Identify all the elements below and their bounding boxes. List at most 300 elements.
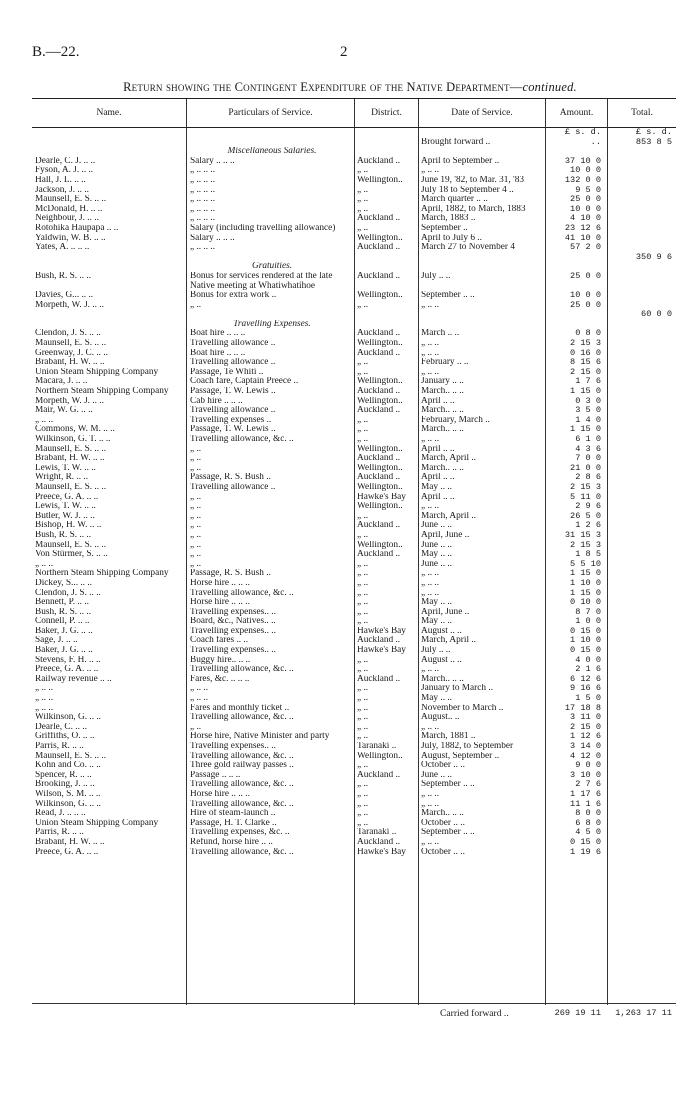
cell-particulars: Boat hire .. .. .. — [190, 329, 246, 339]
cell-total — [607, 531, 676, 541]
cell-date: April .. .. — [421, 473, 455, 483]
cell-name: Wilkinson, G. .. .. — [35, 713, 101, 723]
cell-name: Wilkinson, G. T. .. .. — [35, 435, 111, 444]
cell-amount: 1 12 6 — [570, 732, 601, 742]
cell-date: „ .. .. — [421, 799, 440, 809]
cell-total — [607, 704, 676, 714]
cell-total — [607, 377, 676, 387]
cell-total — [607, 608, 676, 618]
cell-particulars — [186, 310, 354, 320]
cell-name: Neighbour, J. .. .. — [35, 214, 99, 224]
cell-name: Clendon, J. S. .. .. — [35, 588, 101, 598]
cell-name: Brabant, H. W. .. .. — [35, 454, 105, 464]
cell-district: Wellington.. — [357, 463, 403, 473]
cell-district — [354, 147, 418, 157]
cell-name: Union Steam Shipping Company — [35, 818, 159, 828]
cell-date: September .. .. — [421, 291, 475, 301]
cell-particulars: Travelling allowance, &c. .. — [190, 435, 294, 444]
cell-total — [607, 713, 676, 723]
cell-total — [607, 723, 676, 733]
cell-amount: 3 5 0 — [575, 406, 601, 416]
cell-particulars: „ .. — [190, 530, 202, 540]
cell-total: 350 9 6 — [635, 252, 672, 262]
cell-date: August .. .. — [421, 626, 462, 636]
cell-total — [607, 771, 676, 781]
cell-district: „ .. — [357, 789, 369, 799]
cell-total — [607, 445, 676, 455]
cell-total — [607, 780, 676, 790]
cell-total — [607, 262, 676, 272]
cell-district: Wellington.. — [357, 444, 403, 454]
cell-amount: 1 15 0 — [570, 588, 601, 598]
cell-name: Bush, R. S. .. .. — [35, 607, 92, 617]
cell-particulars: Passage, H. T. Clarke .. — [190, 818, 277, 828]
cell-particulars: „ .. .. .. — [190, 175, 216, 185]
cell-date — [418, 310, 545, 320]
cell-particulars: „ .. — [190, 502, 202, 512]
cell-date: March.. .. .. — [421, 406, 464, 416]
cell-name — [32, 310, 186, 320]
cell-date: May .. .. — [421, 482, 452, 492]
cell-date: March, 1881 .. — [421, 732, 476, 742]
cell-amount: 1 15 0 — [570, 387, 601, 397]
cell-total — [607, 665, 676, 675]
cell-total — [607, 147, 676, 157]
cell-name — [32, 138, 186, 148]
cell-total — [607, 752, 676, 762]
cell-particulars — [186, 128, 354, 138]
cell-name: Preece, G. A. .. .. — [35, 665, 99, 675]
cell-date: „ .. .. — [421, 300, 440, 310]
cell-district: Auckland .. — [357, 550, 401, 560]
cell-district — [354, 262, 418, 272]
cell-total — [607, 425, 676, 435]
cell-name: Preece, G. A. .. .. — [35, 492, 99, 502]
cell-name: Greenway, J. C. .. .. — [35, 348, 108, 358]
cell-district: Wellington.. — [357, 233, 403, 243]
cell-particulars: Travelling allowance .. — [190, 358, 276, 368]
cell-district: Auckland .. — [357, 406, 401, 416]
cell-amount: 37 10 0 — [564, 156, 601, 166]
cell-total — [607, 828, 676, 838]
cell-particulars: Travelling expenses, &c. .. — [190, 828, 290, 838]
cell-district — [354, 138, 418, 148]
cell-particulars: Passage, T. W. Lewis .. — [190, 425, 276, 435]
cell-total — [607, 656, 676, 666]
cell-amount: 132 0 0 — [564, 175, 601, 185]
cell-total — [607, 809, 676, 819]
cell-district: „ .. — [357, 722, 369, 732]
cell-district: „ .. — [357, 588, 369, 598]
cell-date — [418, 320, 545, 330]
cell-amount: 4 10 0 — [570, 214, 601, 224]
cell-total — [607, 176, 676, 186]
cell-particulars: „ .. — [190, 550, 202, 560]
cell-date: June .. .. — [421, 559, 452, 569]
expenditure-table — [32, 98, 676, 1019]
cell-particulars: Travelling allowance, &c. .. — [190, 799, 294, 809]
cell-amount: 23 12 6 — [564, 223, 601, 233]
cell-district: „ .. — [357, 617, 369, 627]
cell-name: „ .. .. — [35, 415, 54, 425]
cell-amount: 10 0 0 — [570, 291, 601, 301]
cell-particulars: Salary (including travelling allowance) — [190, 223, 336, 233]
cell-particulars: „ .. — [190, 300, 202, 310]
cell-district: „ .. — [357, 665, 369, 675]
cell-name: Morpeth, W. J. .. .. — [35, 396, 104, 406]
cell-district: Auckland .. — [357, 329, 401, 339]
cell-total — [607, 569, 676, 579]
cell-date — [418, 253, 545, 263]
cell-district: Auckland .. — [357, 387, 401, 397]
cell-name: Clendon, J. S. .. .. — [35, 329, 101, 339]
cell-total — [607, 186, 676, 196]
cell-total: 853 8 5 — [635, 137, 672, 147]
cell-date: July, 1882, to September — [421, 742, 514, 751]
cell-district: Auckland .. — [357, 454, 401, 464]
cell-total — [607, 224, 676, 234]
cell-total — [607, 329, 676, 339]
cell-date: May .. .. — [421, 617, 452, 627]
cell-particulars — [186, 253, 354, 263]
cell-particulars: Horse hire, Native Minister and party — [190, 732, 330, 742]
carried-forward-label: Carried forward .. — [440, 1008, 509, 1019]
cell-district: Auckland .. — [357, 271, 401, 281]
cell-amount: 21 0 0 — [570, 463, 601, 473]
cell-name: Brooking, J. .. .. — [35, 780, 95, 790]
cell-total — [607, 368, 676, 378]
cell-amount: 3 10 0 — [570, 770, 601, 780]
cell-particulars: Coach fare, Captain Preece .. — [190, 377, 299, 387]
cell-district: „ .. — [357, 578, 369, 588]
cell-total — [607, 819, 676, 829]
cell-amount: 0 10 0 — [570, 598, 601, 608]
cell-date: „ .. .. — [421, 837, 440, 847]
cell-name: Connell, P. .. .. — [35, 617, 90, 627]
cell-particulars: Hire of steam-launch .. — [190, 809, 276, 819]
cell-total — [607, 646, 676, 656]
cell-particulars: „ .. — [190, 540, 202, 550]
cell-amount: 10 0 0 — [570, 166, 601, 176]
cell-particulars: Gratuities. — [251, 262, 293, 272]
cell-particulars: Travelling allowance .. — [190, 406, 276, 416]
cell-amount: 1 17 6 — [570, 789, 601, 799]
cell-total — [607, 560, 676, 570]
cell-particulars: Fares, &c. .. .. .. — [190, 674, 250, 684]
cell-amount: 3 11 0 — [570, 713, 601, 723]
cell-date — [418, 262, 545, 272]
cell-total — [607, 387, 676, 397]
cell-name: Rotohika Haupapa .. .. — [35, 223, 119, 233]
cell-name: Maunsell, E. S. .. .. — [35, 444, 107, 454]
cell-district — [354, 128, 418, 138]
cell-total — [607, 157, 676, 167]
document-id: B.—22. — [32, 44, 80, 60]
cell-date: May .. .. — [421, 550, 452, 560]
page-number: 2 — [340, 44, 348, 60]
cell-total — [607, 589, 676, 599]
cell-date: September .. .. — [421, 780, 475, 790]
cell-total — [607, 761, 676, 771]
cell-particulars: „ .. — [190, 722, 202, 732]
carried-forward-total: 1,263 17 11 — [615, 1008, 672, 1018]
cell-district — [354, 320, 418, 330]
cell-total — [607, 234, 676, 244]
cell-date: January to March .. — [421, 684, 494, 694]
cell-name: Dearle, C. .. .. — [35, 722, 87, 732]
cell-amount: 2 9 6 — [575, 502, 601, 512]
cell-date: April .. .. — [421, 444, 455, 454]
cell-district: „ .. — [357, 713, 369, 723]
cell-particulars: Travelling allowance, &c. .. — [190, 588, 294, 598]
cell-date: March, April .. — [421, 636, 476, 646]
cell-amount: 0 15 0 — [570, 626, 601, 636]
cell-name: Read, J. .. .. .. — [35, 809, 86, 819]
cell-particulars: Salary .. .. .. — [190, 156, 235, 166]
cell-district: „ .. — [357, 185, 369, 195]
cell-name: Northern Steam Shipping Company — [35, 387, 169, 397]
cell-total — [607, 694, 676, 704]
cell-date: „ .. .. — [421, 339, 440, 349]
cell-name: Baker, J. G. .. .. — [35, 646, 93, 656]
cell-amount: 0 15 0 — [570, 837, 601, 847]
cell-district: Auckland .. — [357, 156, 401, 166]
cell-name — [32, 262, 186, 272]
cell-amount: 1 19 6 — [570, 847, 601, 857]
cell-total — [607, 848, 676, 858]
cell-name: McDonald, H. .. .. — [35, 204, 103, 214]
cell-particulars: Cab hire .. .. .. — [190, 396, 243, 406]
cell-amount: 8 0 0 — [575, 809, 601, 819]
cell-district: „ .. — [357, 780, 369, 790]
cell-name: Spencer, R. .. .. — [35, 770, 92, 780]
cell-total — [607, 320, 676, 330]
cell-particulars: Horse hire .. .. .. — [190, 789, 250, 799]
col-date: Date of Service. — [418, 99, 545, 127]
cell-district: Auckland .. — [357, 473, 401, 483]
cell-district: Wellington.. — [357, 396, 403, 406]
cell-date: April .. .. — [421, 396, 455, 406]
cell-amount: 1 0 0 — [575, 617, 601, 627]
cell-name: Maunsell, E. S. .. .. — [35, 540, 107, 550]
cell-amount: 1 5 0 — [575, 694, 601, 704]
cell-date: April, June .. — [421, 607, 470, 617]
cell-name: Lewis, T. W. .. .. — [35, 463, 96, 473]
cell-total — [607, 732, 676, 742]
cell-particulars: Travelling allowance, &c. .. — [190, 780, 294, 790]
cell-name: Morpeth, W. J. .. .. — [35, 300, 104, 310]
cell-total — [607, 214, 676, 224]
cell-particulars: Horse hire .. .. .. — [190, 598, 250, 608]
cell-particulars: Travelling allowance, &c. .. — [190, 665, 294, 675]
cell-total — [607, 598, 676, 608]
col-total: Total. — [607, 99, 676, 127]
cell-amount: 2 15 3 — [570, 339, 601, 349]
cell-total — [607, 195, 676, 205]
cell-name: Mair, W. G. .. .. — [35, 406, 93, 416]
cell-amount: 9 5 0 — [575, 185, 601, 195]
cell-amount: 0 16 0 — [570, 348, 601, 358]
cell-particulars: Buggy hire.. .. .. — [190, 655, 251, 665]
cell-particulars: Passage .. .. .. — [190, 770, 241, 780]
col-name: Name. — [96, 108, 122, 118]
cell-name: „ .. .. — [35, 559, 54, 569]
cell-amount: 0 3 0 — [575, 396, 601, 406]
cell-date: March.. .. .. — [421, 463, 464, 473]
cell-date: „ .. .. — [421, 569, 440, 579]
cell-particulars: Travelling allowance .. — [190, 339, 276, 349]
cell-amount: 2 15 0 — [570, 367, 601, 377]
cell-district: Wellington.. — [357, 377, 403, 387]
cell-name: Davies, G... .. .. — [35, 291, 94, 301]
cell-total — [607, 205, 676, 215]
cell-date: June .. .. — [421, 540, 452, 550]
cell-name: Bush, R. S. .. .. — [35, 271, 92, 281]
cell-particulars: „ .. .. .. — [190, 185, 216, 195]
cell-district: „ .. — [357, 204, 369, 214]
cell-date: November to March .. — [421, 703, 504, 713]
cell-total — [607, 483, 676, 493]
cell-total — [607, 416, 676, 426]
cell-amount: 26 5 0 — [570, 511, 601, 521]
cell-name: Sage, J. .. .. — [35, 636, 78, 646]
cell-particulars: Travelling expenses .. — [190, 415, 272, 425]
cell-name: Brabant, H. W. .. .. — [35, 358, 105, 368]
cell-name: Bennett, P. .. .. — [35, 598, 89, 608]
cell-particulars: „ .. — [190, 521, 202, 531]
cell-amount: 1 8 5 — [575, 550, 601, 560]
cell-total — [607, 800, 676, 810]
cell-date: „ .. .. — [421, 665, 440, 675]
cell-amount: 4 5 0 — [575, 828, 601, 838]
cell-particulars: Travelling Expenses. — [233, 319, 311, 329]
cell-amount — [545, 310, 607, 320]
cell-name: Yaldwin, W. B. .. .. — [35, 233, 106, 243]
cell-total — [607, 579, 676, 589]
carried-forward-row — [32, 1003, 676, 1019]
cell-name: Fyson, A. J. .. .. — [35, 166, 94, 176]
cell-date: August .. .. — [421, 655, 462, 665]
cell-particulars: Travelling expenses.. .. — [190, 646, 276, 656]
cell-date: June 19, '82, to Mar. 31, '83 — [421, 175, 525, 185]
cell-date: March .. .. — [421, 329, 460, 339]
cell-particulars: „ .. — [190, 463, 202, 473]
cell-total — [607, 406, 676, 416]
cell-particulars: Travelling expenses.. .. — [190, 607, 276, 617]
cell-district: Wellington.. — [357, 540, 403, 550]
cell-name: Brabant, H. W. .. .. — [35, 837, 105, 847]
cell-date: March quarter .. .. — [421, 195, 488, 205]
cell-date: March 27 to November 4 — [421, 243, 515, 253]
cell-name: Bush, R. S. .. .. — [35, 530, 92, 540]
cell-date: „ .. .. — [421, 578, 440, 588]
cell-district: Wellington.. — [357, 339, 403, 349]
cell-total — [607, 521, 676, 531]
cell-total — [607, 339, 676, 349]
table-header — [32, 98, 676, 128]
cell-district: „ .. — [357, 530, 369, 540]
cell-date: April to September .. — [421, 156, 500, 166]
cell-district: „ .. — [357, 166, 369, 176]
cell-particulars: Miscellaneous Salaries. — [227, 147, 317, 157]
cell-amount: 25 0 0 — [570, 300, 601, 310]
cell-amount: 1 15 0 — [570, 569, 601, 579]
cell-date: March, 1883 .. — [421, 214, 476, 224]
cell-date: „ .. .. — [421, 722, 440, 732]
cell-amount: 4 0 0 — [575, 655, 601, 665]
cell-date: March.. .. .. — [421, 809, 464, 819]
cell-amount: 2 8 6 — [575, 473, 601, 483]
cell-amount: 1 15 0 — [570, 425, 601, 435]
cell-total — [607, 473, 676, 483]
cell-name: Parris, R. .. .. — [35, 828, 84, 838]
cell-district: Hawke's Bay — [357, 492, 406, 502]
cell-total — [607, 627, 676, 637]
cell-name: Jackson, J. .. .. — [35, 185, 89, 195]
cell-date: June .. .. — [421, 770, 452, 780]
cell-particulars: Travelling allowance .. — [190, 482, 276, 492]
cell-total — [607, 684, 676, 694]
cell-total — [607, 291, 676, 301]
cell-district: Hawke's Bay — [357, 646, 406, 656]
cell-particulars: „ .. .. — [190, 694, 209, 704]
cell-total: 60 0 0 — [641, 310, 672, 320]
cell-date: April, 1882, to March, 1883 — [421, 204, 526, 214]
cell-district — [354, 253, 418, 263]
cell-date: October .. .. — [421, 818, 465, 828]
cell-date: April to July 6 .. — [421, 233, 482, 243]
cell-district: „ .. — [357, 559, 369, 569]
cell-date: „ .. .. — [421, 367, 440, 377]
cell-district: Auckland .. — [357, 348, 401, 358]
cell-district: „ .. — [357, 435, 369, 444]
cell-date: April .. .. — [421, 492, 455, 502]
cell-name: Lewis, T. W. .. .. — [35, 502, 96, 512]
cell-total — [607, 349, 676, 359]
cell-particulars: Three gold railway passes .. — [190, 761, 294, 771]
cell-district: Wellington.. — [357, 482, 403, 492]
cell-name: Maunsell, E. S. .. .. — [35, 195, 107, 205]
cell-amount: 9 0 0 — [575, 761, 601, 771]
cell-particulars: Bonus for services rendered at the late Native meeting at Whatiwhatihoe — [190, 271, 333, 291]
cell-district: „ .. — [357, 809, 369, 819]
cell-total — [607, 166, 676, 176]
cell-district: Hawke's Bay — [357, 626, 406, 636]
col-amount: Amount. — [545, 99, 607, 127]
cell-total — [607, 512, 676, 522]
cell-date — [418, 147, 545, 157]
cell-district: Hawke's Bay — [357, 847, 406, 857]
cell-district: Auckland .. — [357, 243, 401, 253]
cell-district: „ .. — [357, 415, 369, 425]
cell-name: Von Stürmer, S. .. .. — [35, 550, 108, 560]
cell-name: Dickey, S... .. .. — [35, 578, 92, 588]
cell-particulars: Passage, T. W. Lewis .. — [190, 387, 276, 397]
cell-particulars: Bonus for extra work .. — [190, 291, 277, 301]
cell-date: August, September .. — [421, 751, 500, 761]
cell-particulars: „ .. — [190, 559, 202, 569]
cell-particulars: Travelling expenses.. .. — [190, 626, 276, 636]
cell-name: Hall, J. L. .. .. — [35, 175, 86, 185]
cell-name: „ .. .. — [35, 684, 54, 694]
cell-amount: 5 5 10 — [570, 559, 601, 569]
cell-total — [607, 790, 676, 800]
cell-date: August.. .. — [421, 713, 460, 723]
cell-name: Wilkinson, G. .. .. — [35, 799, 101, 809]
cell-date: July .. .. — [421, 271, 451, 281]
cell-name: Railway revenue .. .. — [35, 674, 112, 684]
cell-amount: 2 7 6 — [575, 780, 601, 790]
